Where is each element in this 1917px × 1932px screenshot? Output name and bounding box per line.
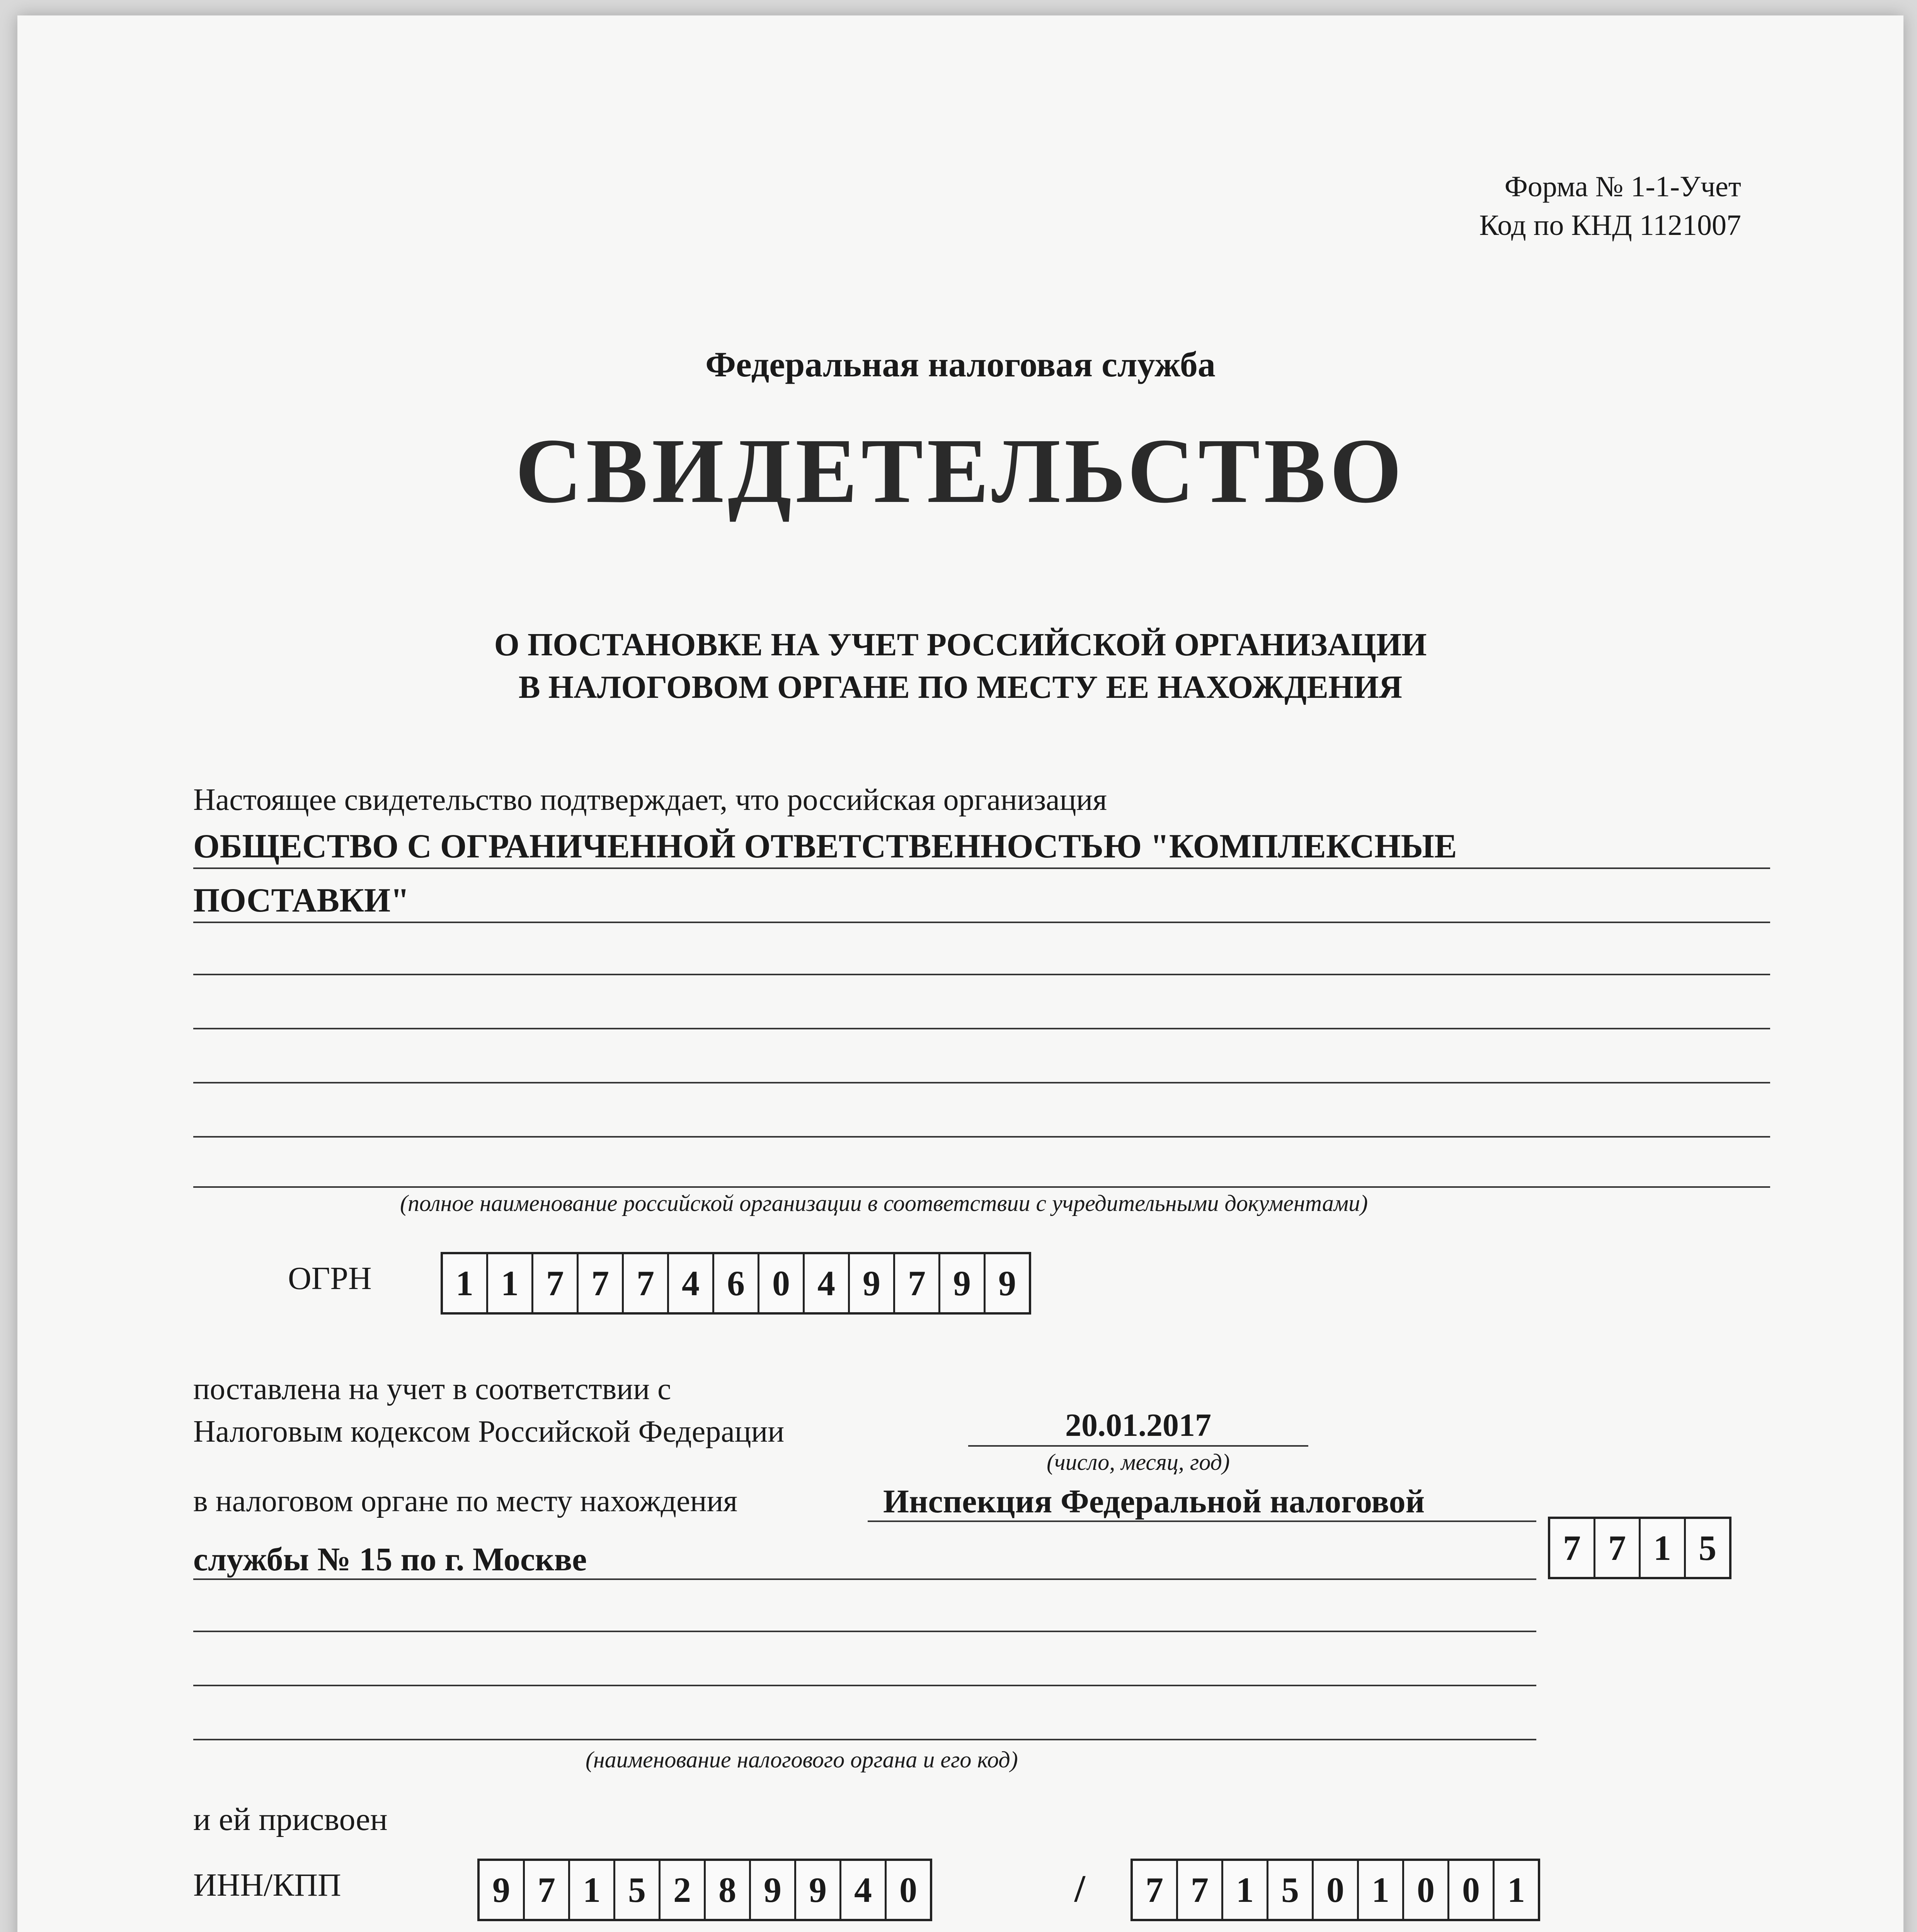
- tax-authority-name-line-1: Инспекция Федеральной налоговой: [883, 1483, 1425, 1520]
- tax-code-digit-cell: 7: [1595, 1519, 1641, 1577]
- rule-line: [968, 1445, 1308, 1447]
- ogrn-digit-cell: 7: [895, 1254, 940, 1312]
- rule-line: [868, 1520, 1536, 1522]
- rule-line: [193, 922, 1770, 923]
- inn-digit-cell: 9: [751, 1861, 796, 1919]
- ogrn-digit-cell: 7: [533, 1254, 579, 1312]
- organization-caption: (полное наименование российской организации в соответствии с учредительными документами): [400, 1190, 1368, 1216]
- ogrn-digit-cell: 9: [940, 1254, 986, 1312]
- inn-cells: [477, 1859, 932, 1921]
- ogrn-digit-cell: 4: [805, 1254, 850, 1312]
- ogrn-digit-cell: 1: [488, 1254, 533, 1312]
- rule-line: [193, 1186, 1770, 1188]
- rule-line: [193, 1578, 1536, 1580]
- kpp-digit-cell: 0: [1404, 1861, 1449, 1919]
- form-number: Форма № 1-1-Учет: [1504, 170, 1741, 203]
- inn-digit-cell: 1: [570, 1861, 615, 1919]
- ogrn-digit-cell: 9: [998, 1264, 1016, 1303]
- ogrn-digit-cell: 9: [850, 1254, 895, 1312]
- registration-date: 20.01.2017: [1065, 1407, 1211, 1443]
- kpp-digit-cell: 7: [1178, 1861, 1223, 1919]
- ogrn-digit-cell: 7: [624, 1254, 669, 1312]
- inn-digit-cell: 9: [796, 1861, 841, 1919]
- inn-digit-cell: 9: [480, 1861, 525, 1919]
- inn-kpp-separator: /: [1074, 1867, 1085, 1910]
- organization-name-line-2: ПОСТАВКИ": [193, 882, 410, 919]
- kpp-digit-cell: 0: [1449, 1861, 1495, 1919]
- ogrn-cells: [441, 1252, 1031, 1315]
- rule-line: [193, 1631, 1536, 1632]
- kpp-digit-cell: 5: [1268, 1861, 1314, 1919]
- assigned-text: и ей присвоен: [193, 1801, 388, 1837]
- rule-line: [193, 974, 1770, 975]
- registration-line-2: Налоговым кодексом Российской Федерации: [193, 1415, 785, 1449]
- rule-line: [193, 867, 1770, 869]
- ogrn-digit-cell: 0: [759, 1254, 805, 1312]
- inn-digit-cell: 0: [899, 1870, 917, 1910]
- inn-digit-cell: 2: [661, 1861, 706, 1919]
- kpp-cells: [1130, 1859, 1540, 1921]
- inn-digit-cell: 8: [706, 1861, 751, 1919]
- tax-code-digit-cell: 1: [1641, 1519, 1686, 1577]
- tax-authority-code-cells: [1548, 1517, 1731, 1579]
- kpp-digit-cell: 0: [1314, 1861, 1359, 1919]
- subtitle-line-2: В НАЛОГОВОМ ОРГАНЕ ПО МЕСТУ ЕЕ НАХОЖДЕНИЯ: [518, 669, 1403, 705]
- tax-code-digit-cell: 5: [1699, 1528, 1716, 1568]
- intro-text: Настоящее свидетельство подтверждает, что российская организация: [193, 783, 1107, 817]
- inn-digit-cell: 7: [525, 1861, 570, 1919]
- ogrn-digit-cell: 7: [579, 1254, 624, 1312]
- rule-line: [193, 1739, 1536, 1740]
- ogrn-digit-cell: 4: [669, 1254, 714, 1312]
- subtitle-line-1: О ПОСТАНОВКЕ НА УЧЕТ РОССИЙСКОЙ ОРГАНИЗАЦИИ: [494, 627, 1427, 663]
- inn-digit-cell: 4: [841, 1861, 887, 1919]
- rule-line: [193, 1136, 1770, 1138]
- tax-code-digit-cell: 7: [1550, 1519, 1595, 1577]
- tax-authority-name-line-2: службы № 15 по г. Москве: [193, 1541, 587, 1578]
- rule-line: [193, 1685, 1536, 1686]
- kpp-digit-cell: 7: [1133, 1861, 1178, 1919]
- document-title: СВИДЕТЕЛЬСТВО: [515, 419, 1406, 522]
- kpp-digit-cell: 1: [1223, 1861, 1268, 1919]
- ogrn-digit-cell: 1: [443, 1254, 488, 1312]
- ogrn-digit-cell: 6: [714, 1254, 759, 1312]
- issuer-name: Федеральная налоговая служба: [705, 345, 1216, 384]
- ogrn-label: ОГРН: [288, 1260, 372, 1296]
- kpp-digit-cell: 1: [1507, 1870, 1525, 1910]
- rule-line: [193, 1082, 1770, 1083]
- tax-authority-caption: (наименование налогового органа и его код): [586, 1747, 1018, 1772]
- rule-line: [193, 1028, 1770, 1029]
- certificate-page: [17, 15, 1903, 1932]
- registration-line-1: поставлена на учет в соответствии с: [193, 1372, 671, 1406]
- inn-digit-cell: 5: [615, 1861, 661, 1919]
- knd-code: Код по КНД 1121007: [1479, 209, 1741, 242]
- inn-kpp-label: ИНН/КПП: [193, 1867, 341, 1903]
- kpp-digit-cell: 1: [1359, 1861, 1404, 1919]
- tax-authority-prefix: в налоговом органе по месту нахождения: [193, 1484, 738, 1518]
- organization-name-line-1: ОБЩЕСТВО С ОГРАНИЧЕННОЙ ОТВЕТСТВЕННОСТЬЮ "КОМПЛЕКСНЫЕ: [193, 828, 1457, 865]
- date-caption: (число, месяц, год): [1047, 1449, 1230, 1475]
